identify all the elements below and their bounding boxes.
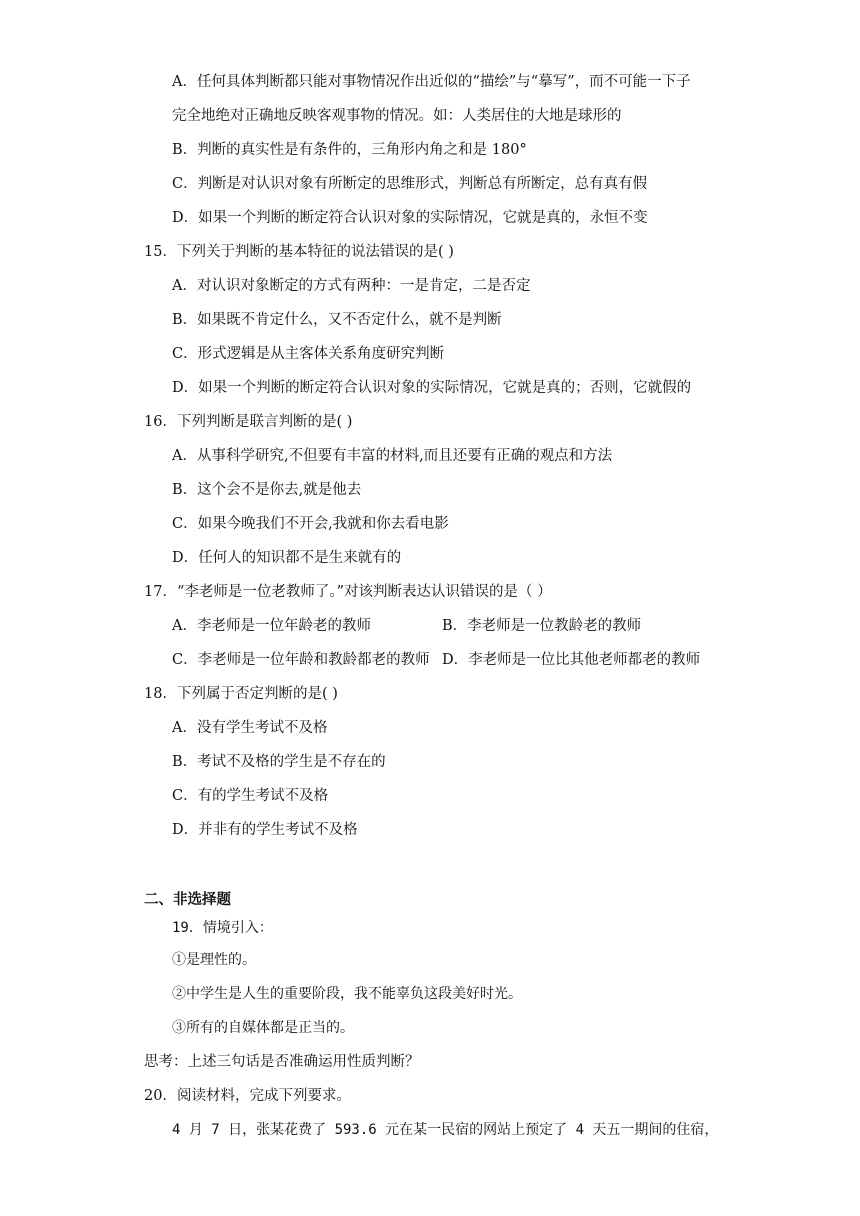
q15-option-a[interactable]: A．对认识对象断定的方式有两种：一是肯定，二是否定 — [172, 278, 531, 294]
q18-option-c[interactable]: C．有的学生考试不及格 — [172, 788, 329, 804]
q18-stem: 18．下列属于否定判断的是( ) — [144, 686, 338, 702]
q17-option-d[interactable]: D．李老师是一位比其他老师都老的教师 — [442, 652, 701, 668]
q16-stem: 16．下列判断是联言判断的是( ) — [144, 414, 353, 430]
q19-sentence-1: ①是理性的。 — [172, 952, 256, 968]
q17-option-a[interactable]: A．李老师是一位年龄老的教师 — [172, 618, 371, 634]
section-heading-non-choice: 二、非选择题 — [144, 892, 231, 908]
q18-option-a[interactable]: A．没有学生考试不及格 — [172, 720, 328, 736]
q19-intro: 19．情境引入： — [172, 920, 273, 936]
q19-sentence-2: ②中学生是人生的重要阶段，我不能辜负这段美好时光。 — [172, 986, 522, 1002]
q18-option-d[interactable]: D．并非有的学生考试不及格 — [172, 822, 358, 838]
q16-option-a[interactable]: A．从事科学研究,不但要有丰富的材料,而且还要有正确的观点和方法 — [172, 448, 613, 464]
q14-option-b[interactable]: B．判断的真实性是有条件的，三角形内角之和是 180° — [172, 142, 527, 158]
q16-option-d[interactable]: D．任何人的知识都不是生来就有的 — [172, 550, 402, 566]
q17-option-c[interactable]: C．李老师是一位年龄和教龄都老的教师 — [172, 652, 430, 668]
q15-stem: 15．下列关于判断的基本特征的说法错误的是( ) — [144, 244, 454, 260]
q14-option-a-line1[interactable]: A．任何具体判断都只能对事物情况作出近似的“描绘”与“摹写”，而不可能一下子 — [172, 74, 691, 90]
q17-option-b[interactable]: B．李老师是一位教龄老的教师 — [442, 618, 642, 634]
q19-think: 思考：上述三句话是否准确运用性质判断？ — [144, 1054, 420, 1070]
q15-option-d[interactable]: D．如果一个判断的断定符合认识对象的实际情况，它就是真的；否则，它就假的 — [172, 380, 692, 396]
q15-option-c[interactable]: C．形式逻辑是从主客体关系角度研究判断 — [172, 346, 445, 362]
q16-option-c[interactable]: C．如果今晚我们不开会,我就和你去看电影 — [172, 516, 449, 532]
q20-material: 4 月 7 日，张某花费了 593.6 元在某一民宿的网站上预定了 4 天五一期间的住宿， — [172, 1122, 719, 1138]
q14-option-d[interactable]: D．如果一个判断的断定符合认识对象的实际情况，它就是真的，永恒不变 — [172, 210, 648, 226]
q15-option-b[interactable]: B．如果既不肯定什么，又不否定什么，就不是判断 — [172, 312, 502, 328]
q14-option-c[interactable]: C．判断是对认识对象有所断定的思维形式，判断总有所断定，总有真有假 — [172, 176, 648, 192]
q17-stem: 17．“李老师是一位老教师了。”对该判断表达认识错误的是（ ） — [144, 584, 552, 600]
q18-option-b[interactable]: B．考试不及格的学生是不存在的 — [172, 754, 386, 770]
q19-sentence-3: ③所有的自媒体都是正当的。 — [172, 1020, 354, 1036]
q14-option-a-line2: 完全地绝对正确地反映客观事物的情况。如：人类居住的大地是球形的 — [172, 108, 622, 124]
q20-stem: 20．阅读材料，完成下列要求。 — [144, 1088, 351, 1104]
q16-option-b[interactable]: B．这个会不是你去,就是他去 — [172, 482, 362, 498]
